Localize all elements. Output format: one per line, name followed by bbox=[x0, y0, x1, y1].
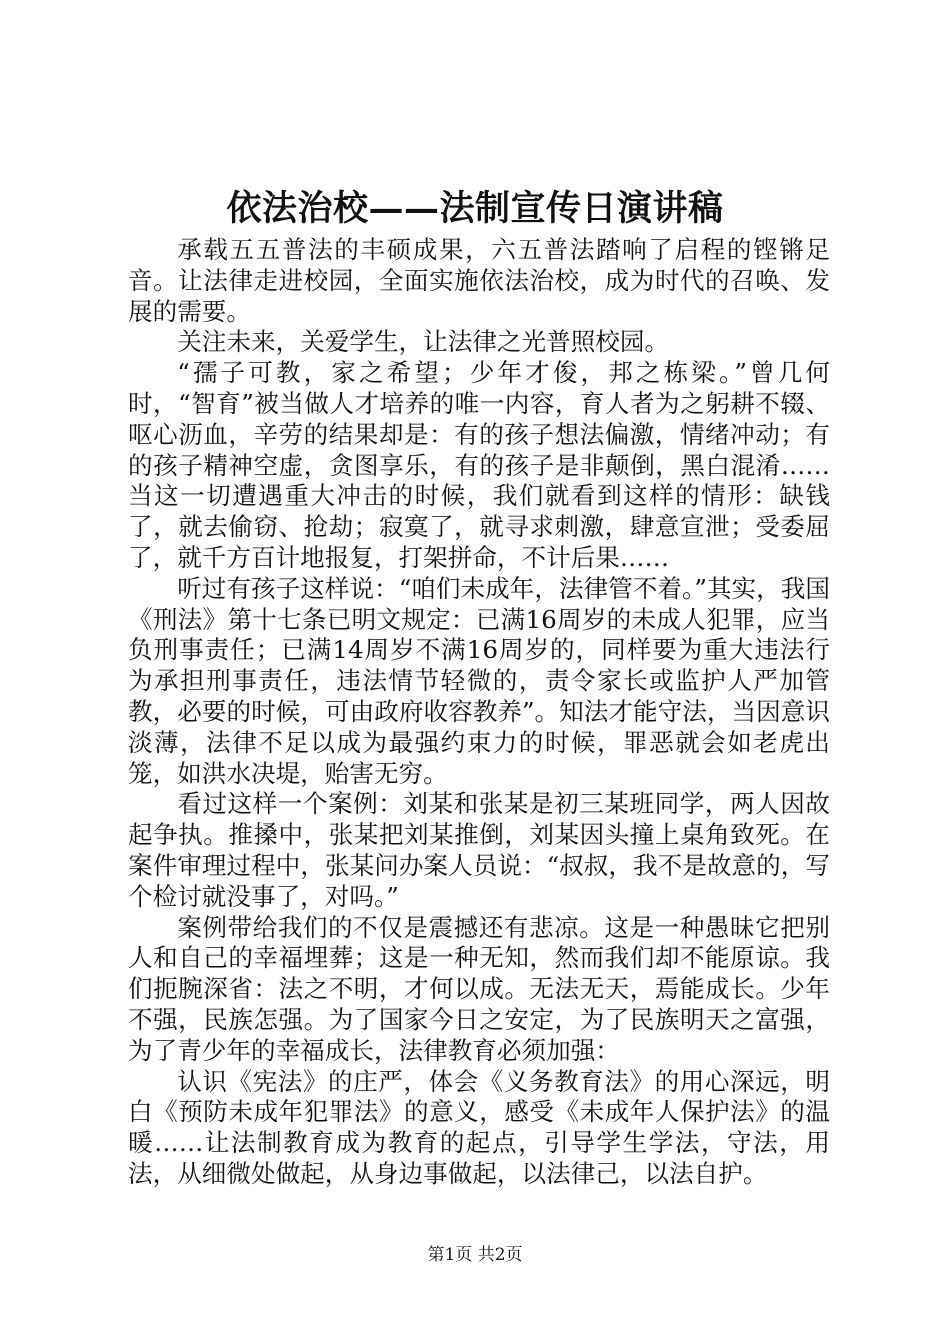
page-number-footer: 第1页 共2页 bbox=[427, 1245, 523, 1265]
paragraph: 关注未来，关爱学生，让法律之光普照校园。 bbox=[177, 327, 670, 357]
paragraph: “孺子可教，家之希望；少年才俊，邦之栋梁。”曾几何时，“智育”被当做人才培养的唯一内容，育人者为之躬耕不辍、呕心沥血，辛劳的结果却是：有的孩子想法偏激，情绪冲动；有的孩子精神空虚，贪图享乐，有的孩子是非颠倒，黑白混淆……当这一切遭遇重大冲击的时候，我们就看到这样的情形：缺钱了，就去偷窃、抢劫；寂寞了，就寻求刺激，肆意宣泄；受委屈了，就千方百计地报复，打架拼命，不计后果…… bbox=[128, 358, 830, 572]
paragraph: 看过这样一个案例：刘某和张某是初三某班同学，两人因故起争执。推搡中，张某把刘某推倒，刘某因头撞上桌角致死。在案件审理过程中，张某问办案人员说：“叔叔，我不是故意的，写个检讨就没事了，对吗。” bbox=[128, 789, 830, 911]
document-title: 依法治校——法制宣传日演讲稿 bbox=[226, 188, 724, 229]
paragraph: 认识《宪法》的庄严，体会《义务教育法》的用心深远，明白《预防未成年犯罪法》的意义，感受《未成年人保护法》的温暖……让法制教育成为教育的起点，引导学生学法，守法，用法，从细微处做起，从身边事做起，以法律己，以法自护。 bbox=[128, 1066, 830, 1188]
paragraph: 听过有孩子这样说：“咱们未成年，法律管不着。”其实，我国《刑法》第十七条已明文规定：已满16周岁的未成人犯罪，应当负刑事责任；已满14周岁不满16周岁的，同样要为重大违法行为承担刑事责任，违法情节轻微的，责令家长或监护人严加管教，必要的时候，可由政府收容教养”。知法才能守法，当因意识淡薄，法律不足以成为最强约束力的时候，罪恶就会如老虎出笼，如洪水决堤，贻害无穷。 bbox=[128, 573, 830, 788]
document-body bbox=[128, 235, 830, 1190]
paragraph: 承载五五普法的丰硕成果，六五普法踏响了启程的铿锵足音。让法律走进校园，全面实施依法治校，成为时代的召唤、发展的需要。 bbox=[128, 235, 830, 326]
paragraph: 案例带给我们的不仅是震撼还有悲凉。这是一种愚昧它把别人和自己的幸福埋葬；这是一种无知，然而我们却不能原谅。我们扼腕深省：法之不明，才何以成。无法无天，焉能成长。少年不强，民族怎强。为了国家今日之安定，为了民族明天之富强，为了青少年的幸福成长，法律教育必须加强： bbox=[128, 912, 830, 1065]
